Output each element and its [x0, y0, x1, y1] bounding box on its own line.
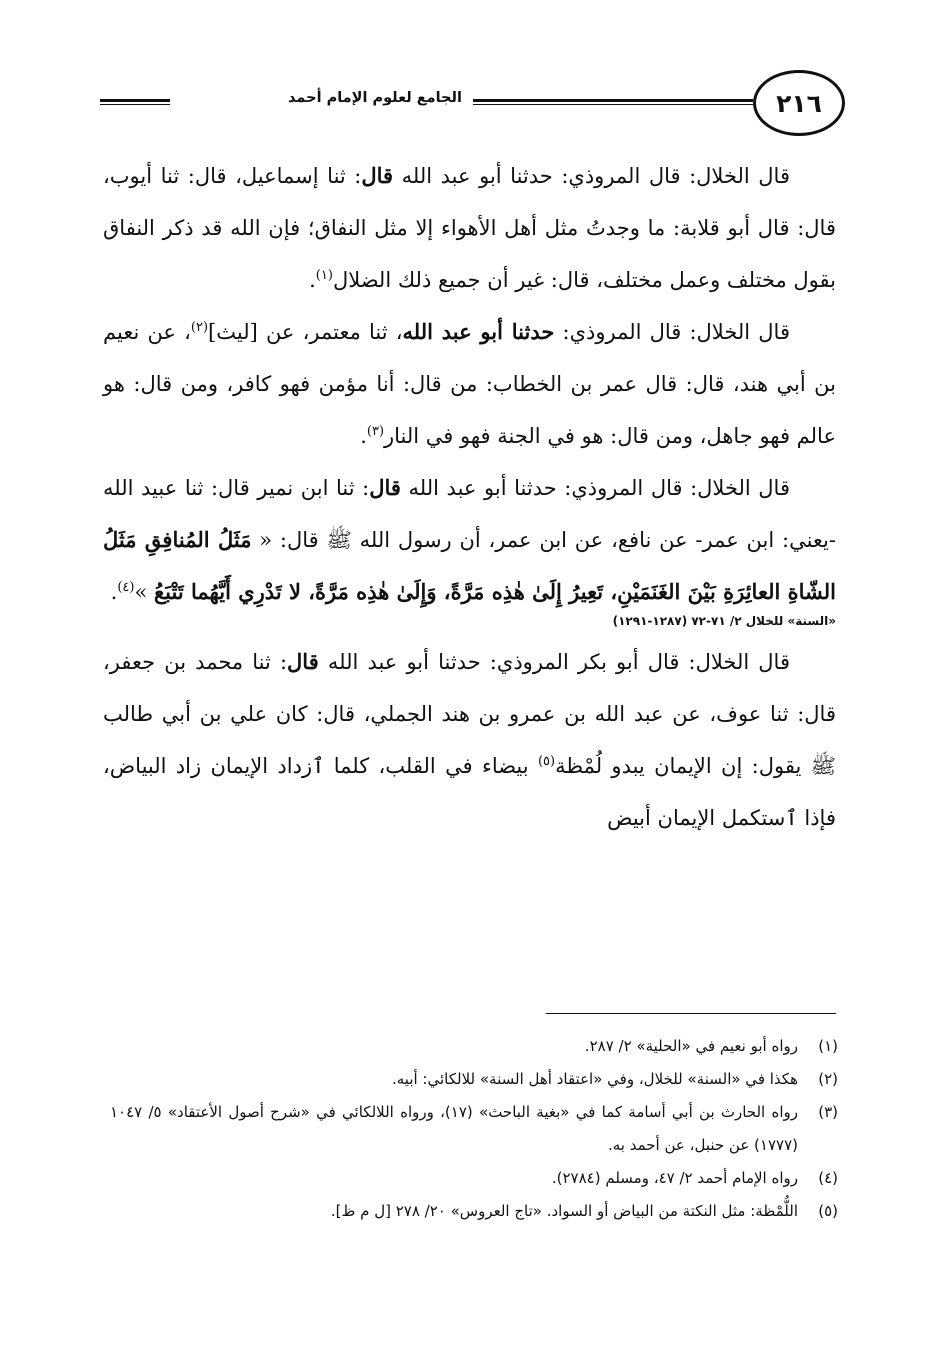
footnote-divider — [546, 1013, 836, 1014]
paragraph-2-rest: ، ثنا معتمر، عن [ليث] — [208, 320, 403, 344]
paragraph-2-lead: قال الخلال: قال المروذي: — [554, 320, 790, 344]
footnote-1-text: رواه أبو نعيم في «الحلية» ٢/ ٢٨٧. — [584, 1037, 798, 1055]
footnote-4-text: رواه الإمام أحمد ٢/ ٤٧، ومسلم (٢٧٨٤). — [551, 1169, 798, 1187]
footnote-5-number: (٥) — [818, 1202, 838, 1220]
paragraph-1-bold: قال — [361, 163, 394, 188]
footnote-3-text: رواه الحارث بن أبي أسامة كما في «بغية الباحث» (١٧)، ورواه اللالكائي في «شرح أصول الأعتقاد» ٥/ ١٠٤٧ (١٧٧٧) عن حنبل، عن أحمد به. — [110, 1103, 798, 1154]
hadith-text: مَثَلُ المُنافِقِ مَثَلُ الشّاةِ العائِرَةِ بَيْنَ الغَنَمَيْنِ، تَعِيرُ إِلَىٰ هٰذِه مَرَّةً، وَإِلَىٰ هٰذِه مَرَّةً، لا تَدْرِي أَيَّهُما تَتْبَعُ — [103, 527, 836, 604]
footnote-ref-5[interactable]: (٥) — [537, 754, 556, 769]
source-note: «السنة» للخلال ٢/ ٧١-٧٢ (١٢٨٧-١٢٩١) — [612, 614, 836, 628]
paragraph-1-lead: قال الخلال: قال المروذي: حدثنا أبو عبد الله — [393, 164, 790, 188]
paragraph-1 — [103, 150, 836, 306]
paragraph-4-lead: قال الخلال: قال أبو بكر المروذي: حدثنا أبو عبد الله — [318, 650, 790, 674]
header-rule-left — [100, 99, 170, 105]
footnote-4-number: (٤) — [818, 1169, 838, 1187]
hadith-close: » — [134, 580, 154, 604]
footnote-1 — [110, 1030, 838, 1063]
main-text — [103, 150, 836, 844]
paragraph-1-end: . — [309, 268, 316, 292]
header-rule-right — [473, 99, 753, 105]
footnote-2 — [110, 1063, 838, 1096]
footnote-3 — [110, 1096, 838, 1162]
running-title: الجامع لعلوم الإمام أحمد — [288, 90, 462, 106]
footnote-2-text: هكذا في «السنة» للخلال، وفي «اعتقاد أهل السنة» للالكائي: أبيه. — [391, 1070, 798, 1088]
paragraph-4-rest: : ثنا محمد بن جعفر، قال: ثنا عوف، عن عبد الله بن عمرو بن هند الجملي، قال: كان علي بن أبي طالب ﷺ يقول: إن الإيمان يبدو لُمْظة — [103, 650, 836, 778]
paragraph-3 — [103, 462, 836, 618]
paragraph-2-bold: حدثنا أبو عبد الله — [402, 319, 555, 344]
footnote-ref-2[interactable]: (٢) — [190, 320, 209, 335]
footnote-1-number: (١) — [818, 1037, 838, 1055]
footnote-ref-3[interactable]: (٣) — [366, 424, 385, 439]
paragraph-4-rest2: بيضاء في القلب، كلما ٱزداد الإيمان زاد البياض، فإذا ٱستكمل الإيمان أبيض — [103, 754, 836, 830]
paragraph-2 — [103, 306, 836, 462]
paragraph-3-lead: قال الخلال: قال المروذي: حدثنا أبو عبد الله — [400, 476, 790, 500]
footnote-5-text: اللُّمْظة: مثل النكتة من البياض أو السواد. «تاج العروس» ٢٠/ ٢٧٨ [ل م ظ]. — [330, 1202, 798, 1220]
page-number-badge: ٢١٦ — [753, 70, 845, 136]
paragraph-4-bold: قال — [287, 649, 319, 674]
footnote-5 — [110, 1195, 838, 1228]
footnote-ref-4[interactable]: (٤) — [117, 580, 135, 595]
footnote-4 — [110, 1162, 838, 1195]
paragraph-3-end: . — [110, 580, 118, 604]
paragraph-1-rest: : ثنا إسماعيل، قال: ثنا أيوب، قال: قال أبو قلابة: ما وجدتُ مثل أهل الأهواء إلا مثل النفاق؛ فإن الله قد ذكر النفاق بقول مختلف وعمل مختلف، قال: غير أن جميع ذلك الضلال — [103, 164, 836, 292]
paragraph-2-end: . — [360, 424, 367, 448]
paragraph-3-rest: : ثنا ابن نمير قال: ثنا عبيد الله -يعني: ابن عمر- عن نافع، عن ابن عمر، أن رسول الله ﷺ قال: « — [103, 476, 836, 552]
footnote-ref-1[interactable]: (١) — [315, 268, 333, 283]
footnote-3-number: (٣) — [818, 1103, 838, 1121]
paragraph-2-rest2: ، عن نعيم بن أبي هند، قال: قال عمر بن الخطاب: من قال: أنا مؤمن فهو كافر، ومن قال: هو عالم فهو جاهل، ومن قال: هو في الجنة فهو في النار — [103, 320, 836, 448]
footnotes — [110, 1030, 838, 1228]
paragraph-4 — [103, 636, 836, 844]
footnote-2-number: (٢) — [818, 1070, 838, 1088]
paragraph-3-bold: قال — [369, 475, 401, 500]
page-header — [100, 70, 845, 140]
